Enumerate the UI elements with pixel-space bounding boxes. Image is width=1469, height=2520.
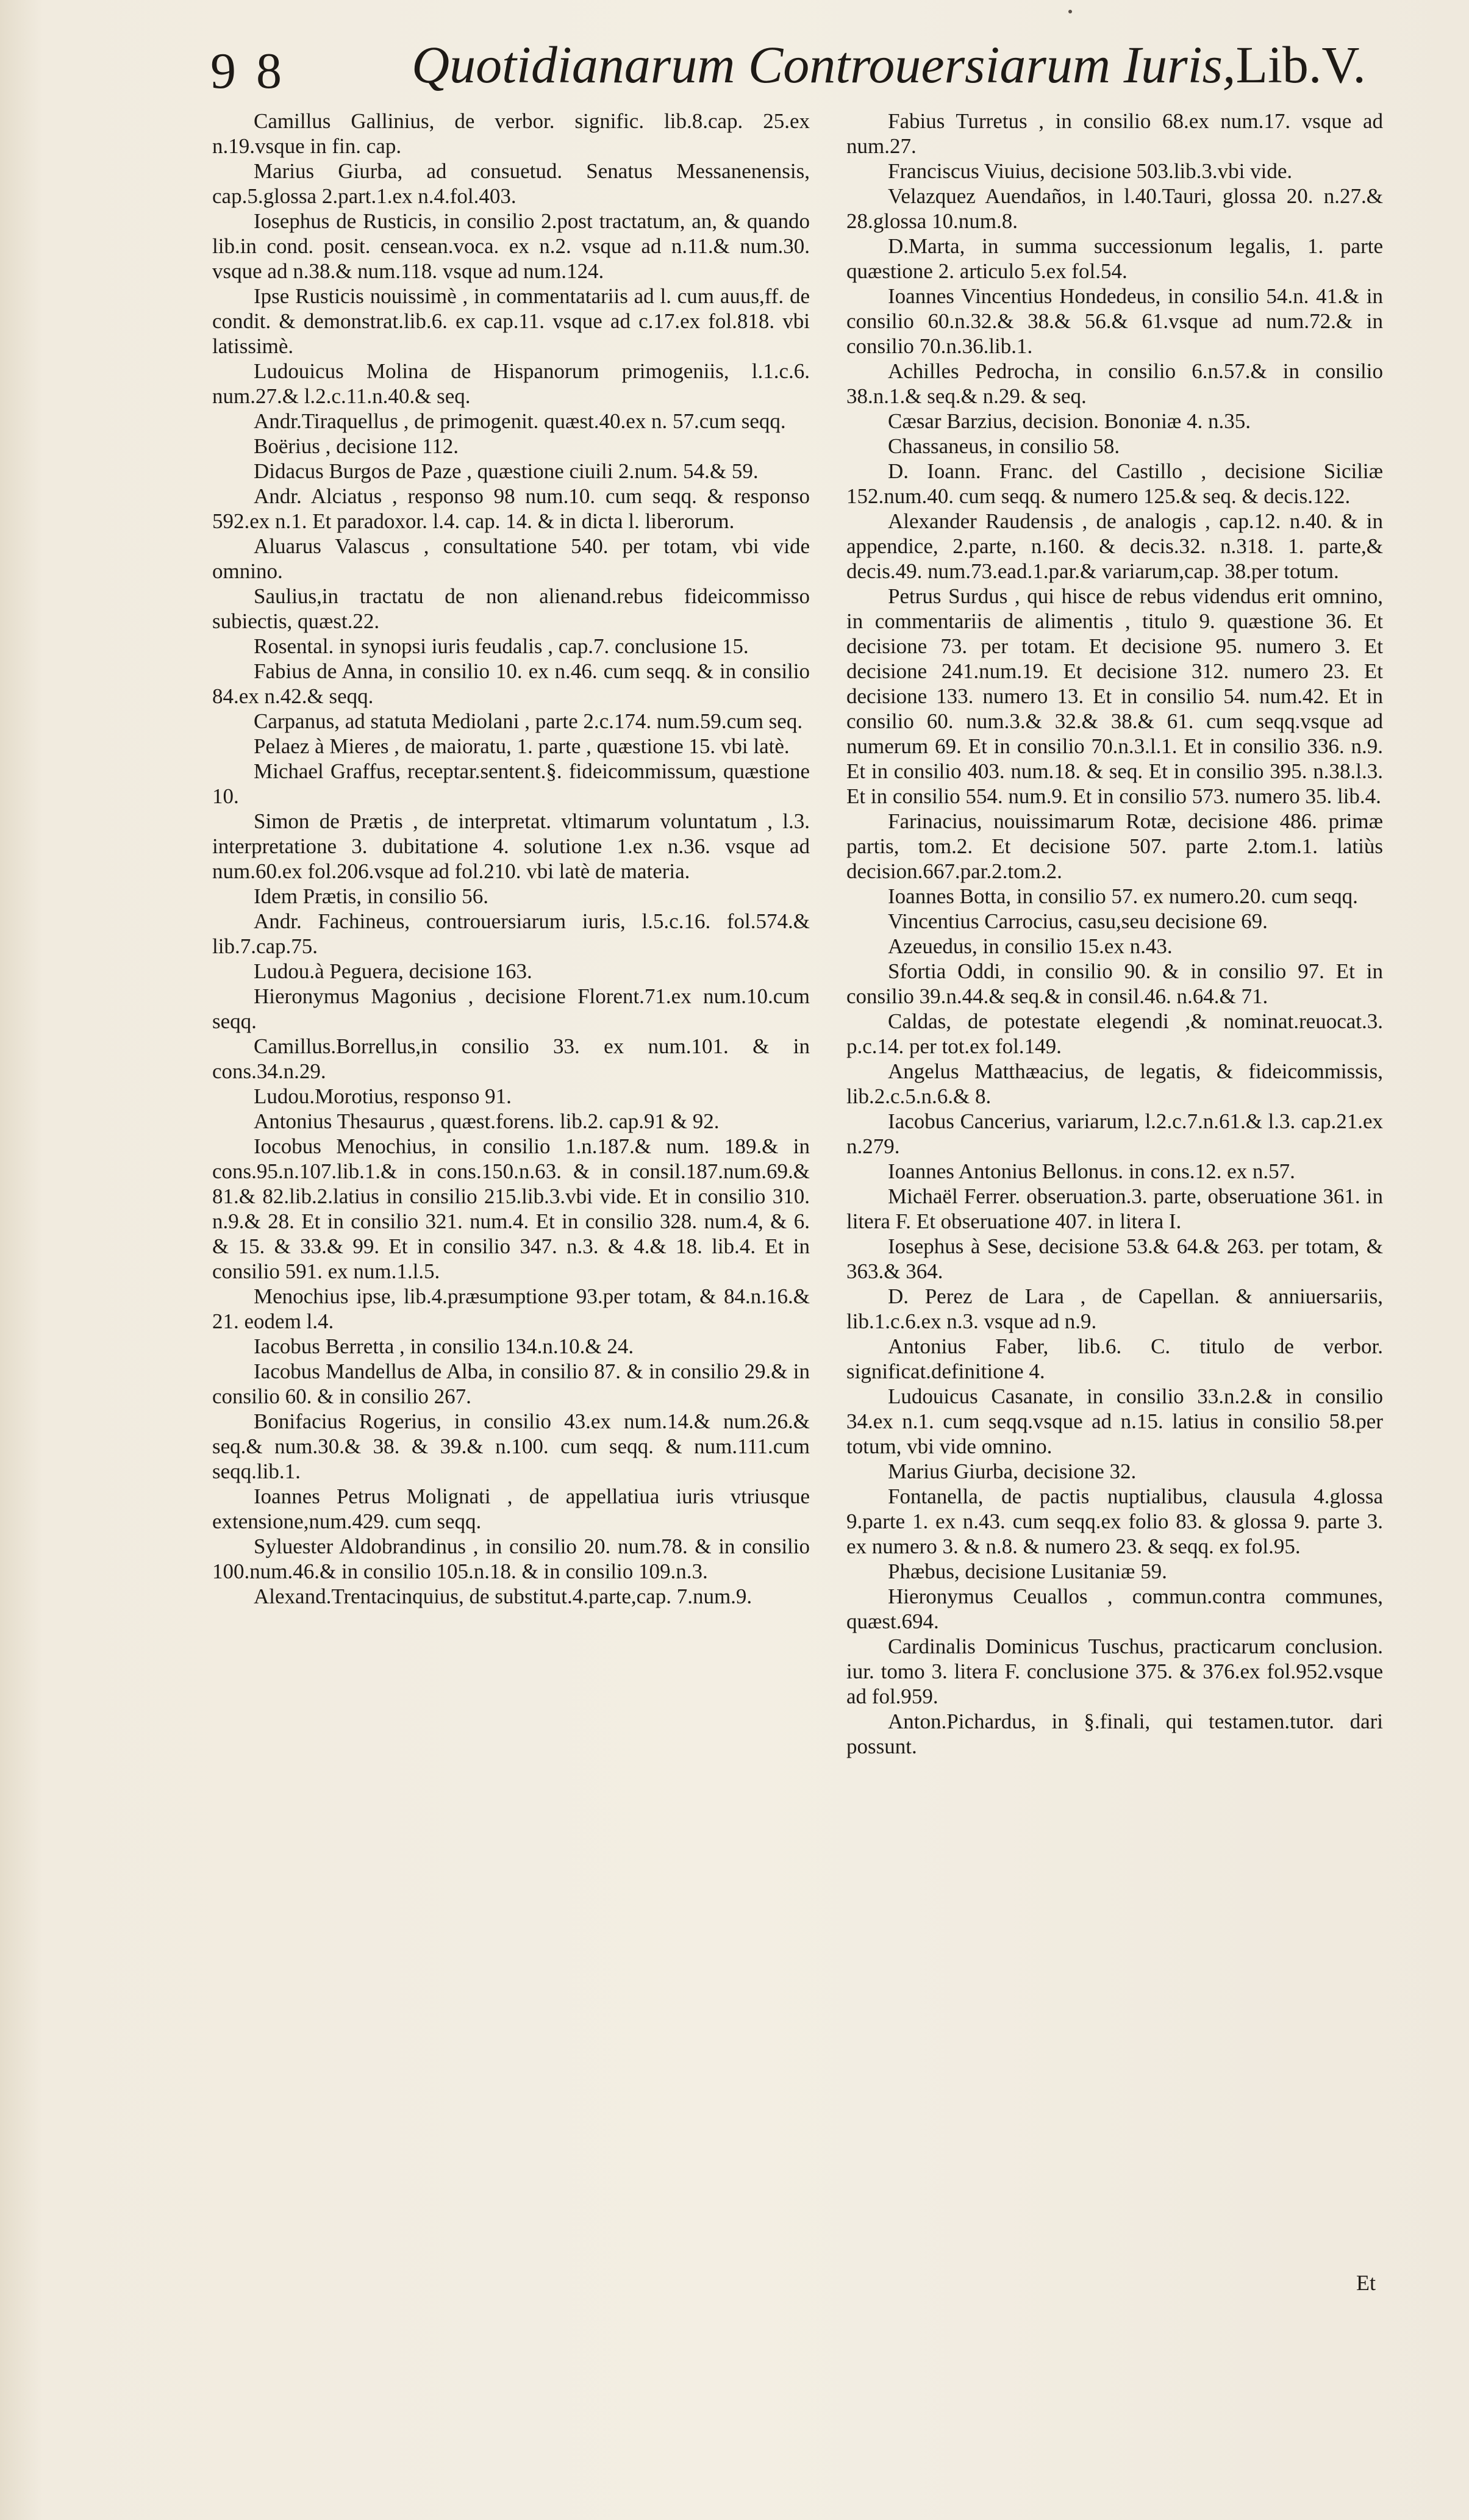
- citation-entry: Simon de Prætis , de interpretat. vltimarum voluntatum , l.3. interpretatione 3. dubitatione 4. solutione 1.ex n.36. vsque ad num.60.ex fol.206.vsque ad fol.210. vbi latè de materia.: [212, 809, 810, 883]
- citation-entry: Phæbus, decisione Lusitaniæ 59.: [888, 1559, 1167, 1583]
- citation-entry: Fabius de Anna, in consilio 10. ex n.46. cum seqq. & in consilio 84.ex n.42.& seqq.: [212, 659, 810, 708]
- citation-entry: Iocobus Menochius, in consilio 1.n.187.& num. 189.& in cons.95.n.107.lib.1.& in cons.150.n.63. & in consil.187.num.69.& 81.& 82.lib.2.latius in consilio 215.lib.3.vbi vide. Et in consilio 310. n.9.& 28. Et in consilio 321. num.4. Et in consilio 328. num.4, & 6. & 15. & 33.& 99. Et in consilio 347. n.3. & 4.& 18. lib.4. Et in consilio 591. ex num.1.l.5.: [212, 1134, 810, 1283]
- citation-entry: Carpanus, ad statuta Mediolani , parte 2.c.174. num.59.cum seq.: [254, 709, 803, 733]
- citation-entry: Farinacius, nouissimarum Rotæ, decisione 486. primæ partis, tom.2. Et decisione 507. parte 2.tom.1. latiùs decision.667.par.2.tom.2.: [846, 809, 1383, 883]
- citation-entry: Syluester Aldobrandinus , in consilio 20. num.78. & in consilio 100.num.46.& in consilio 105.n.18. & in consilio 109.n.3.: [212, 1534, 810, 1583]
- citation-entry: Anton.Pichardus, in §.finali, qui testamen.tutor. dari possunt.: [846, 1709, 1383, 1758]
- citation-entry: Fabius Turretus , in consilio 68.ex num.17. vsque ad num.27.: [846, 109, 1383, 158]
- citation-entry: Alexand.Trentacinquius, de substitut.4.parte,cap. 7.num.9.: [254, 1584, 752, 1608]
- citation-entry: Bonifacius Rogerius, in consilio 43.ex num.14.& num.26.& seq.& num.30.& 38. & 39.& n.100. cum seqq. & num.111.cum seqq.lib.1.: [212, 1409, 810, 1483]
- citation-entry: Alexander Raudensis , de analogis , cap.12. n.40. & in appendice, 2.parte, n.160. & decis.32. n.318. 1. parte,& decis.49. num.73.ead.1.par.& variarum,cap. 38.per totum.: [846, 509, 1383, 583]
- citation-entry: Marius Giurba, ad consuetud. Senatus Messanenensis, cap.5.glossa 2.part.1.ex n.4.fol.403.: [212, 159, 810, 208]
- citation-entry: Caldas, de potestate elegendi ,& nominat.reuocat.3. p.c.14. per tot.ex fol.149.: [846, 1009, 1383, 1058]
- running-title-text: Quotidianarum Controuersiarum Iuris,: [412, 35, 1236, 94]
- citation-entry: Boërius , decisione 112.: [254, 434, 459, 458]
- left-column: [212, 109, 810, 1609]
- citation-entry: Iacobus Mandellus de Alba, in consilio 87. & in consilio 29.& in consilio 60. & in consilio 267.: [212, 1359, 810, 1408]
- catchword: Et: [1356, 2271, 1376, 2295]
- citation-entry: Rosental. in synopsi iuris feudalis , cap.7. conclusione 15.: [254, 634, 749, 658]
- citation-entry: Cardinalis Dominicus Tuschus, practicarum conclusion. iur. tomo 3. litera F. conclusione 375. & 376.ex fol.952.vsque ad fol.959.: [846, 1634, 1383, 1708]
- citation-entry: Vincentius Carrocius, casu,seu decisione 69.: [888, 909, 1268, 933]
- citation-entry: Marius Giurba, decisione 32.: [888, 1459, 1137, 1483]
- citation-entry: Angelus Matthæacius, de legatis, & fideicommissis, lib.2.c.5.n.6.& 8.: [846, 1059, 1383, 1108]
- citation-entry: Azeuedus, in consilio 15.ex n.43.: [888, 934, 1173, 958]
- citation-entry: Didacus Burgos de Paze , quæstione ciuili 2.num. 54.& 59.: [254, 459, 759, 483]
- citation-entry: Hieronymus Magonius , decisione Florent.71.ex num.10.cum seqq.: [212, 984, 810, 1033]
- citation-entry: Ioannes Antonius Bellonus. in cons.12. ex n.57.: [888, 1159, 1295, 1183]
- citation-entry: Antonius Faber, lib.6. C. titulo de verbor. significat.definitione 4.: [846, 1334, 1383, 1383]
- citation-entry: Aluarus Valascus , consultatione 540. per totam, vbi vide omnino.: [212, 534, 810, 583]
- citation-entry: Iacobus Cancerius, variarum, l.2.c.7.n.61.& l.3. cap.21.ex n.279.: [846, 1109, 1383, 1158]
- citation-entry: Camillus.Borrellus,in consilio 33. ex num.101. & in cons.34.n.29.: [212, 1034, 810, 1083]
- page-header: [210, 29, 1366, 109]
- citation-entry: Ioannes Botta, in consilio 57. ex numero.20. cum seqq.: [888, 884, 1358, 908]
- citation-entry: Ioannes Petrus Molignati , de appellatiua iuris vtriusque extensione,num.429. cum seqq.: [212, 1484, 810, 1533]
- citation-entry: Chassaneus, in consilio 58.: [888, 434, 1120, 458]
- citation-entry: Iacobus Berretta , in consilio 134.n.10.& 24.: [254, 1334, 634, 1358]
- citation-entry: Iosephus à Sese, decisione 53.& 64.& 263. per totam, & 363.& 364.: [846, 1234, 1383, 1283]
- citation-entry: Velazquez Auendaños, in l.40.Tauri, glossa 20. n.27.& 28.glossa 10.num.8.: [846, 184, 1383, 233]
- citation-entry: Sfortia Oddi, in consilio 90. & in consilio 97. Et in consilio 39.n.44.& seq.& in consil.46. n.64.& 71.: [846, 959, 1383, 1008]
- right-column: [846, 109, 1383, 1759]
- citation-entry: Ipse Rusticis nouissimè , in commentatariis ad l. cum auus,ff. de condit. & demonstrat.lib.6. ex cap.11. vsque ad c.17.ex fol.818. vbi latissimè.: [212, 284, 810, 358]
- citation-entry: D.Marta, in summa successionum legalis, 1. parte quæstione 2. articulo 5.ex fol.54.: [846, 234, 1383, 283]
- citation-entry: D. Ioann. Franc. del Castillo , decisione Siciliæ 152.num.40. cum seqq. & numero 125.& seq. & decis.122.: [846, 459, 1383, 508]
- citation-entry: Michael Graffus, receptar.sentent.§. fideicommissum, quæstione 10.: [212, 759, 810, 808]
- citation-entry: Fontanella, de pactis nuptialibus, clausula 4.glossa 9.parte 1. ex n.43. cum seqq.ex folio 83. & glossa 9. parte 3. ex numero 3. & n.8. & numero 23. & seqq. ex fol.95.: [846, 1484, 1383, 1558]
- citation-entry: Michaël Ferrer. obseruation.3. parte, obseruatione 361. in litera F. Et obseruatione 407. in litera I.: [846, 1184, 1383, 1233]
- running-title: [412, 34, 1366, 95]
- citation-entry: D. Perez de Lara , de Capellan. & anniuersariis, lib.1.c.6.ex n.3. vsque ad n.9.: [846, 1284, 1383, 1333]
- citation-entry: Petrus Surdus , qui hisce de rebus videndus erit omnino, in commentariis de alimentis , titulo 9. quæstione 36. Et decisione 73. per totam. Et decisione 95. numero 3. Et decisione 241.num.19. Et decisione 312. numero 23. Et decisione 133. numero 13. Et in consilio 54. num.42. Et in consilio 60. num.3.& 32.& 38.& 61. cum seqq.vsque ad numerum 69. Et in consilio 70.n.3.l.1. Et in consilio 336. n.9. Et in consilio 403. num.18. & seq. Et in consilio 395. n.38.l.3. Et in consilio 554. num.9. Et in consilio 573. numero 35. lib.4.: [846, 584, 1383, 808]
- citation-entry: Ludou.à Peguera, decisione 163.: [254, 959, 532, 983]
- citation-entry: Saulius,in tractatu de non alienand.rebus fideicommisso subiectis, quæst.22.: [212, 584, 810, 633]
- citation-entry: Menochius ipse, lib.4.præsumptione 93.per totam, & 84.n.16.& 21. eodem l.4.: [212, 1284, 810, 1333]
- citation-entry: Ludouicus Casanate, in consilio 33.n.2.& in consilio 34.ex n.1. cum seqq.vsque ad n.15. latius in consilio 58.per totum, vbi vide omnino.: [846, 1384, 1383, 1458]
- citation-entry: Ludouicus Molina de Hispanorum primogeniis, l.1.c.6. num.27.& l.2.c.11.n.40.& seq.: [212, 359, 810, 408]
- citation-entry: Andr.Tiraquellus , de primogenit. quæst.40.ex n. 57.cum seqq.: [254, 409, 786, 433]
- citation-entry: Idem Prætis, in consilio 56.: [254, 884, 488, 908]
- ink-speck: [1068, 10, 1072, 13]
- citation-entry: Antonius Thesaurus , quæst.forens. lib.2. cap.91 & 92.: [254, 1109, 720, 1133]
- citation-entry: Ioannes Vincentius Hondedeus, in consilio 54.n. 41.& in consilio 60.n.32.& 38.& 56.& 61.vsque ad num.72.& in consilio 70.n.36.lib.1.: [846, 284, 1383, 358]
- running-title-book: Lib.V.: [1235, 35, 1366, 94]
- citation-entry: Andr. Alciatus , responso 98 num.10. cum seqq. & responso 592.ex n.1. Et paradoxor. l.4. cap. 14. & in dicta l. liberorum.: [212, 484, 810, 533]
- citation-entry: Hieronymus Ceuallos , commun.contra communes, quæst.694.: [846, 1584, 1383, 1633]
- citation-entry: Cæsar Barzius, decision. Bononiæ 4. n.35.: [888, 409, 1251, 433]
- citation-entry: Iosephus de Rusticis, in consilio 2.post tractatum, an, & quando lib.in cond. posit. censean.voca. ex n.2. vsque ad n.11.& num.30. vsque ad n.38.& num.118. vsque ad num.124.: [212, 209, 810, 283]
- citation-entry: Ludou.Morotius, responso 91.: [254, 1084, 512, 1108]
- citation-entry: Pelaez à Mieres , de maioratu, 1. parte , quæstione 15. vbi latè.: [254, 734, 790, 758]
- citation-entry: Franciscus Viuius, decisione 503.lib.3.vbi vide.: [888, 159, 1293, 183]
- citation-entry: Camillus Gallinius, de verbor. signific. lib.8.cap. 25.ex n.19.vsque in fin. cap.: [212, 109, 810, 158]
- citation-entry: Achilles Pedrocha, in consilio 6.n.57.& in consilio 38.n.1.& seq.& n.29. & seq.: [846, 359, 1383, 408]
- page-number: 9 8: [210, 43, 285, 99]
- citation-entry: Andr. Fachineus, controuersiarum iuris, l.5.c.16. fol.574.& lib.7.cap.75.: [212, 909, 810, 958]
